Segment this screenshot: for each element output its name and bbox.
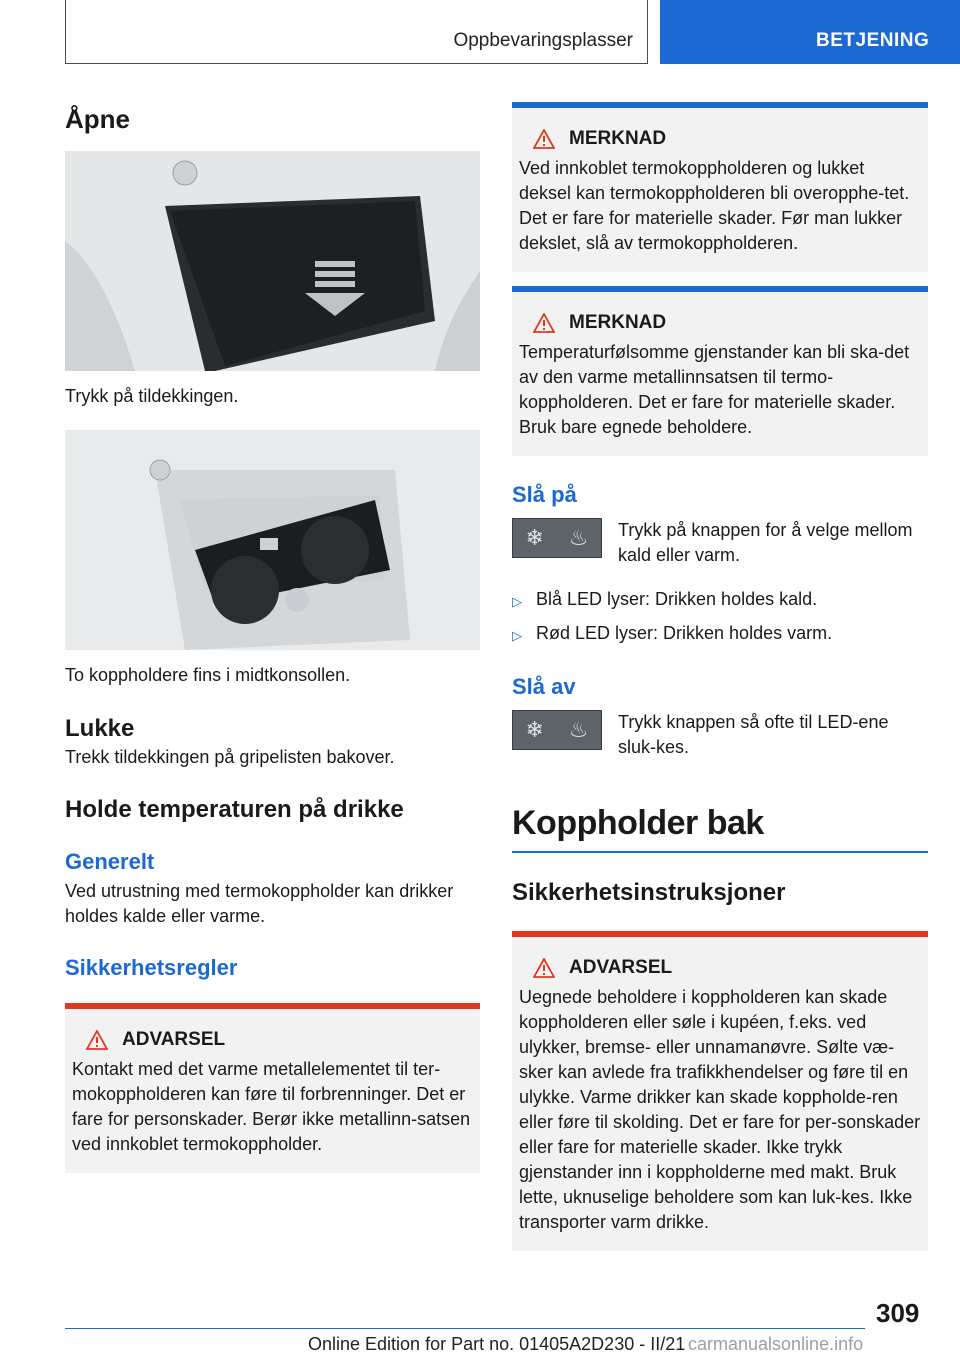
left-column — [65, 100, 480, 1173]
warning-icon — [86, 1030, 108, 1050]
warning-text: Uegnede beholdere i koppholderen kan skade koppholderen eller søle i kupéen, f.eks. ved ulykker, bremse- eller unnamanøvre. Sølte væ‐sker kan avlede fra trafikkhendelser og føre til en ulykke. Varme drikker kan skade koppholde‐ren eller føre til skolding. Det er fare for per‐sonskader eller fare for materielle skader. Ikke trykk gjenstander inn i koppholderne med makt. Bruk lette, uknuselige beholdere som kan luk‐kes. Ikke transporter varm drikke. — [519, 987, 921, 1232]
warning-icon — [533, 958, 555, 978]
heat-icon: ♨ — [568, 717, 589, 742]
temp-title: Holde temperaturen på drikke — [65, 796, 404, 823]
bullet-triangle-icon: ▷ — [512, 594, 522, 609]
open-title: Åpne — [65, 104, 130, 134]
safety-title: Sikkerhetsregler — [65, 955, 238, 980]
heat-icon: ♨ — [568, 525, 589, 550]
footer-watermark: carmanualsonline.info — [688, 1334, 864, 1354]
warning-icon — [533, 313, 555, 333]
climate-button-icon — [512, 518, 602, 558]
header-section — [65, 0, 648, 64]
chapter-title: Koppholder bak — [512, 804, 764, 842]
cupholder-illustration — [65, 430, 480, 650]
cover-image — [65, 151, 480, 371]
close-text: Trekk tildekkingen på gripelisten bakover. — [65, 747, 395, 767]
warning-box-right — [512, 931, 928, 1251]
note-label: MERKNAD — [569, 128, 667, 149]
header-section-label: Oppbevaringsplasser — [453, 29, 633, 51]
note-header — [533, 128, 921, 150]
on-text: Trykk på knappen for å velge mellom kald eller varm. — [618, 520, 913, 565]
footer-edition: Online Edition for Part no. 01405A2D230 - II/21 — [308, 1334, 686, 1354]
cover-illustration — [65, 151, 480, 371]
page-number: 309 — [876, 1298, 920, 1328]
warning-icon — [533, 129, 555, 149]
off-title: Slå av — [512, 674, 576, 699]
general-title: Generelt — [65, 849, 155, 874]
bullet-text: Blå LED lyser: Drikken holdes kald. — [536, 589, 818, 609]
note-header — [533, 312, 921, 334]
general-text: Ved utrustning med termokoppholder kan drikker holdes kalde eller varme. — [65, 881, 454, 926]
on-row — [512, 518, 928, 568]
off-row — [512, 710, 928, 760]
climate-button-icon — [512, 710, 602, 750]
bullet-item — [512, 587, 928, 614]
header-chapter-label: BETJENING — [816, 30, 930, 51]
note-box-1 — [512, 102, 928, 272]
chapter-rule — [512, 851, 928, 853]
note-box-2 — [512, 286, 928, 456]
note-text: Ved innkoblet termokoppholderen og lukket deksel kan termokoppholderen bli overopphe‐tet. Det er fare for materielle skader. Før man lukker dekslet, slå av termokoppholderen. — [519, 158, 910, 253]
warning-label: ADVARSEL — [569, 957, 673, 978]
warning-header — [533, 957, 921, 979]
cupholder-image — [65, 430, 480, 650]
bullet-triangle-icon: ▷ — [512, 628, 522, 643]
cold-icon: ❄ — [525, 525, 544, 550]
note-label: MERKNAD — [569, 312, 667, 333]
cover-caption: Trykk på tildekkingen. — [65, 386, 239, 406]
warning-header — [86, 1029, 473, 1051]
right-column — [512, 102, 928, 1251]
warning-text: Kontakt med det varme metallelementet til ter‐mokoppholderen kan føre til forbrenninger. Det er fare for personskader. Berør ikke metallinn‐satsen ved innkoblet termokoppholder. — [72, 1059, 471, 1154]
warning-label: ADVARSEL — [122, 1029, 226, 1050]
warning-box-left — [65, 1003, 480, 1173]
header-chapter — [660, 0, 960, 64]
bullet-text: Rød LED lyser: Drikken holdes varm. — [536, 623, 833, 643]
cupholder-caption: To koppholdere fins i midtkonsollen. — [65, 665, 351, 685]
note-text: Temperaturfølsomme gjenstander kan bli ska‐det av den varme metallinnsatsen til termo‐koppholderen. Det er fare for materielle skader. Bruk bare egnede beholdere. — [519, 342, 910, 437]
off-text: Trykk knappen så ofte til LED-ene sluk‐kes. — [618, 712, 889, 757]
close-title: Lukke — [65, 715, 135, 742]
footer-rule — [65, 1328, 865, 1329]
safety-instructions-title: Sikkerhetsinstruksjoner — [512, 879, 786, 906]
bullet-item — [512, 621, 928, 648]
cold-icon: ❄ — [525, 717, 544, 742]
on-title: Slå på — [512, 482, 577, 507]
